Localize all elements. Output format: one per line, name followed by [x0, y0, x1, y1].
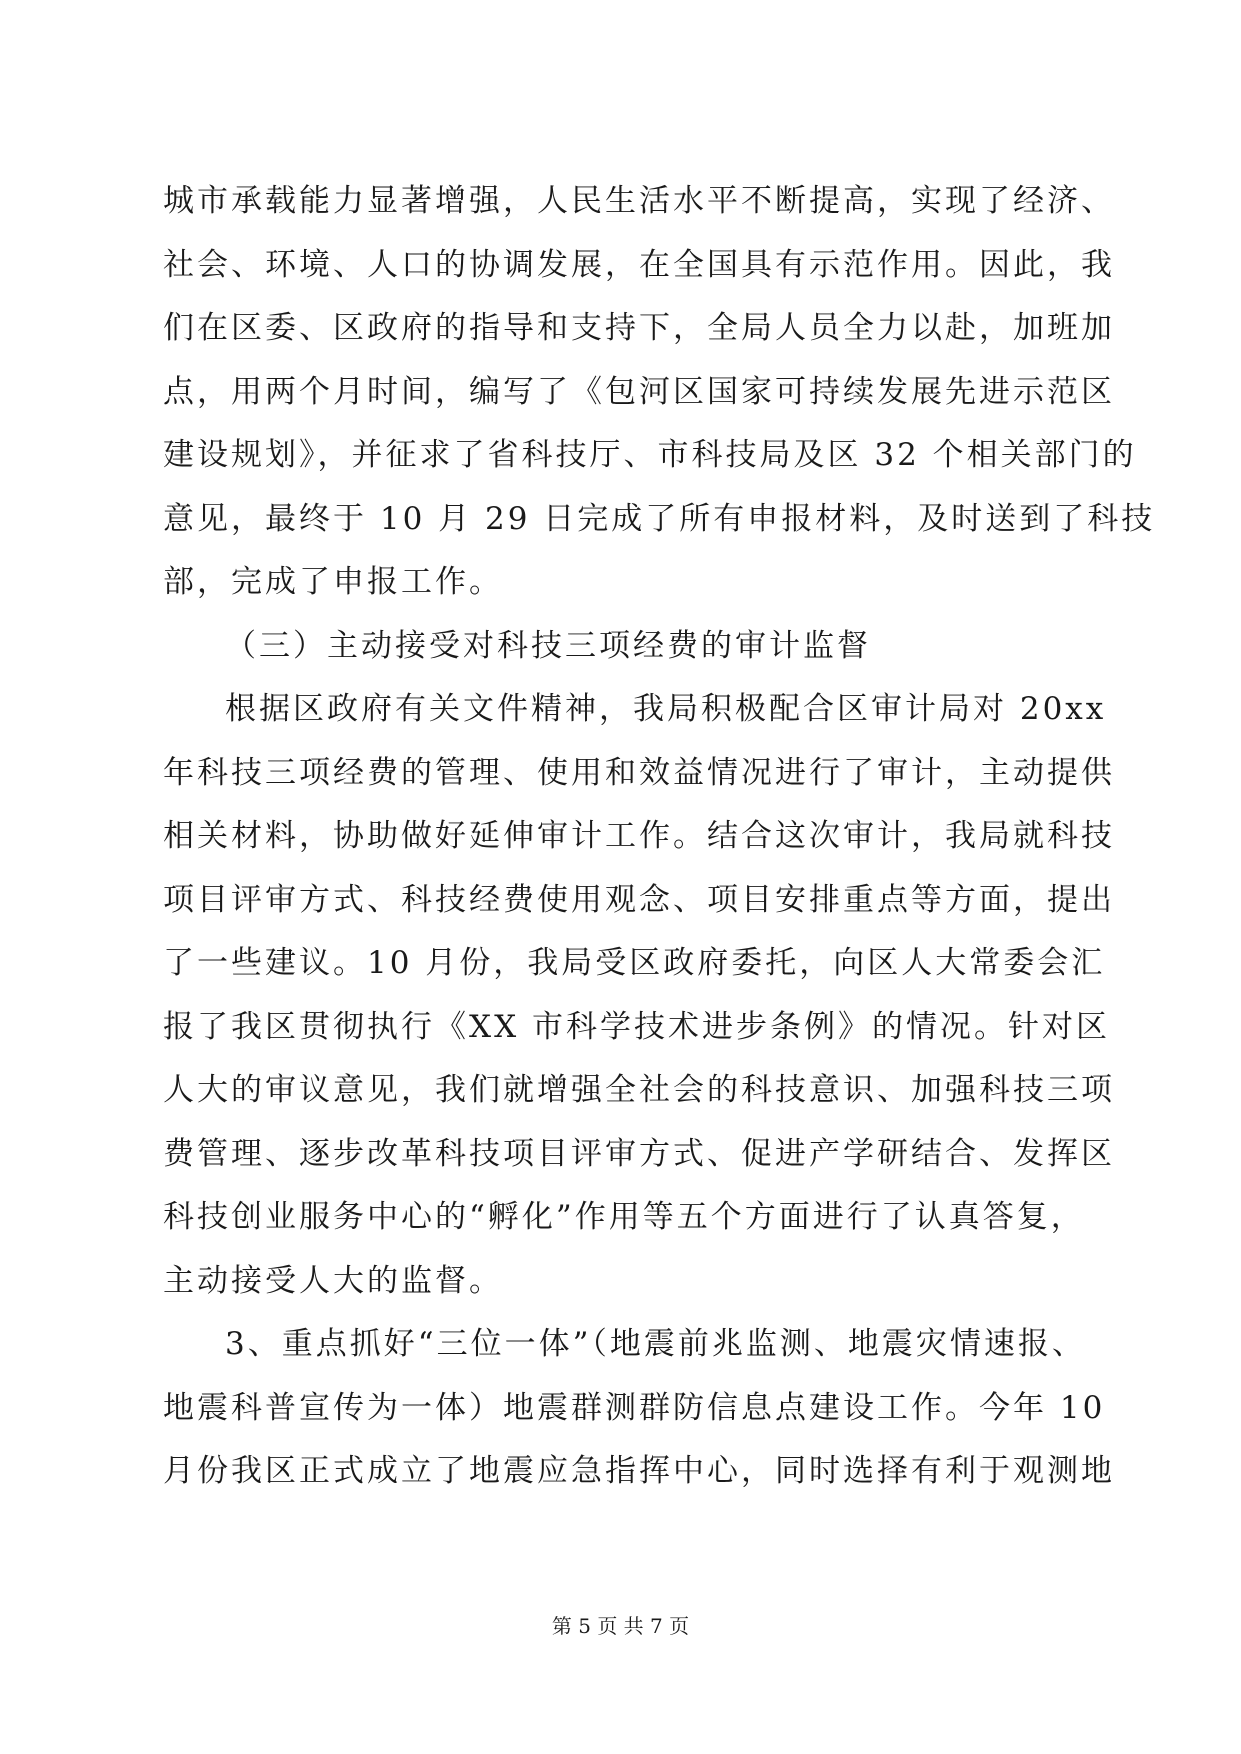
text-line: 项目评审方式、科技经费使用观念、项目安排重点等方面，提出 — [163, 881, 1115, 918]
text-line: 费管理、逐步改革科技项目评审方式、促进产学研结合、发挥区 — [163, 1135, 1115, 1172]
text-line: 部，完成了申报工作。 — [163, 564, 503, 600]
text-line: 社会、环境、人口的协调发展，在全国具有示范作用。因此，我 — [163, 246, 1115, 283]
text-line: 相关材料，协助做好延伸审计工作。结合这次审计，我局就科技 — [163, 818, 1115, 854]
text-line: 报了我区贯彻执行《XX 市科学技术进步条例》的情况。针对区 — [163, 1008, 1110, 1045]
text-line: 城市承载能力显著增强，人民生活水平不断提高，实现了经济、 — [163, 183, 1115, 219]
page-footer — [0, 1612, 1241, 1640]
text-line: 年科技三项经费的管理、使用和效益情况进行了审计，主动提供 — [163, 754, 1115, 791]
page-number-indicator: 第 5 页 共 7 页 — [551, 1614, 690, 1638]
text-line: 主动接受人大的监督。 — [163, 1262, 503, 1299]
paragraph-start-line: 3、重点抓好“三位一体”（地震前兆监测、地震灾情速报、 — [225, 1326, 1086, 1362]
text-line: 人大的审议意见，我们就增强全社会的科技意识、加强科技三项 — [163, 1072, 1115, 1108]
text-line: 点，用两个月时间，编写了《包河区国家可持续发展先进示范区 — [163, 373, 1115, 410]
section-heading: （三）主动接受对科技三项经费的审计监督 — [225, 627, 871, 664]
text-line: 月份我区正式成立了地震应急指挥中心，同时选择有利于观测地 — [163, 1453, 1115, 1489]
paragraph-start-line: 根据区政府有关文件精神，我局积极配合区审计局对 20xx — [225, 691, 1107, 727]
text-line: 科技创业服务中心的“孵化”作用等五个方面进行了认真答复， — [163, 1199, 1085, 1235]
document-body — [163, 170, 1156, 1504]
text-line: 建设规划》，并征求了省科技厅、市科技局及区 32 个相关部门的 — [163, 437, 1137, 473]
text-line: 地震科普宣传为一体）地震群测群防信息点建设工作。今年 10 — [163, 1389, 1106, 1426]
text-line: 了一些建议。10 月份，我局受区政府委托，向区人大常委会汇 — [163, 945, 1106, 981]
text-line: 们在区委、区政府的指导和支持下，全局人员全力以赴，加班加 — [163, 310, 1115, 346]
text-line: 意见，最终于 10 月 29 日完成了所有申报材料，及时送到了科技 — [163, 500, 1156, 537]
